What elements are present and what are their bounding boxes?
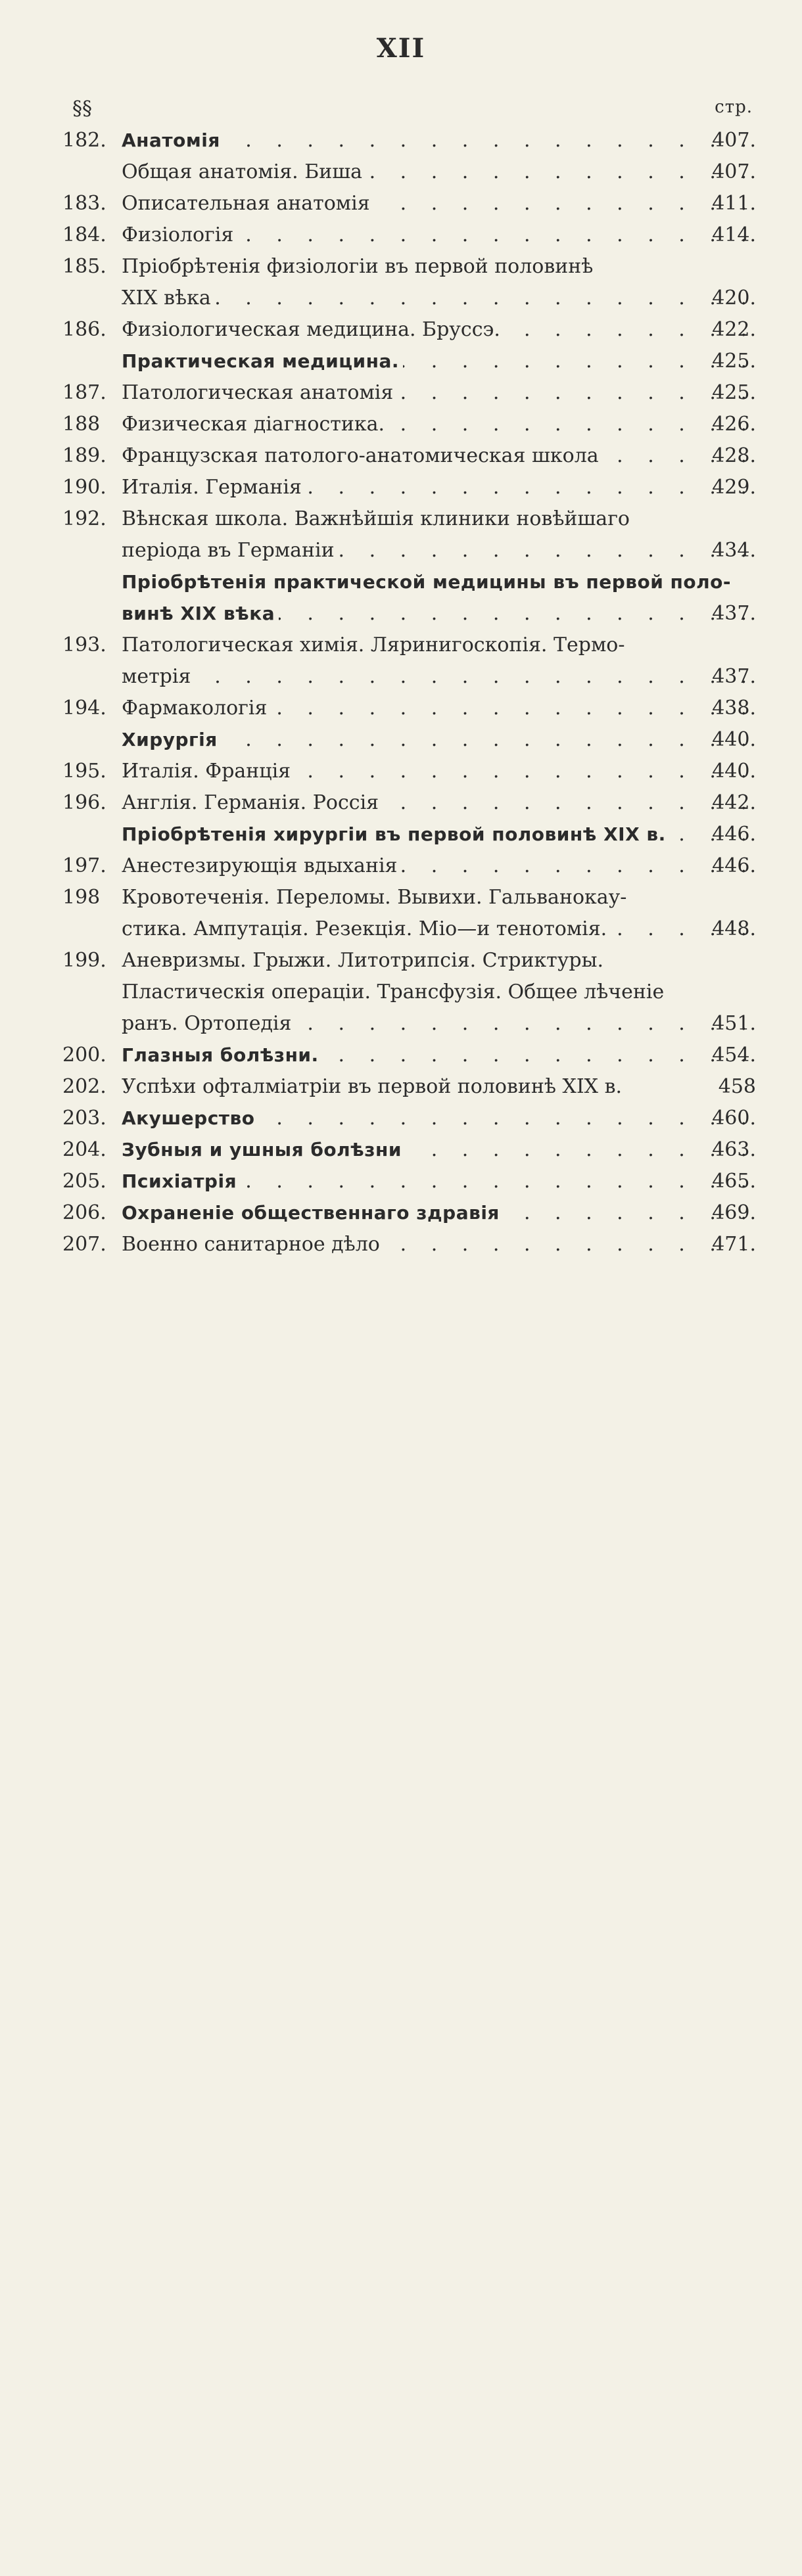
- page-reference: 440.: [712, 728, 756, 751]
- entry-title-text: винѣ XIX вѣка: [122, 603, 279, 624]
- page-reference: 469.: [712, 1201, 756, 1224]
- page-reference: 454.: [712, 1044, 756, 1067]
- section-number: 182.: [62, 129, 106, 152]
- entry-title-text: Аневризмы. Грыжи. Литотрипсія. Стриктуры.: [122, 949, 607, 972]
- toc-header: [72, 97, 753, 124]
- toc-entry: [0, 377, 802, 409]
- page-number: XII: [376, 33, 426, 64]
- page-reference: 425.: [712, 350, 756, 373]
- toc-entry: [0, 156, 802, 188]
- page-reference: 437.: [712, 602, 756, 625]
- page-reference: 460.: [712, 1107, 756, 1130]
- entry-title-text: Патологическая анатомія: [122, 381, 397, 404]
- entry-title: [122, 1040, 751, 1071]
- section-number: 203.: [62, 1107, 106, 1130]
- toc-entry: [0, 661, 802, 693]
- section-number: 183.: [62, 192, 106, 215]
- section-number: 188: [62, 413, 101, 436]
- toc-entry: [0, 819, 802, 850]
- entry-title: [122, 661, 751, 693]
- page-reference: 434.: [712, 539, 756, 562]
- toc-entry: [0, 125, 802, 156]
- entry-title: [122, 1103, 751, 1134]
- section-number: 207.: [62, 1233, 106, 1256]
- section-number: 189.: [62, 444, 106, 467]
- entry-title-text: Англія. Германія. Россія: [122, 791, 383, 814]
- toc-entry: [0, 756, 802, 787]
- toc-entry: [0, 693, 802, 724]
- page-reference: 448.: [712, 917, 756, 940]
- toc-entry: [0, 1166, 802, 1197]
- section-number: 198: [62, 886, 101, 909]
- entry-title-text: Анестезирующія вдыханія: [122, 854, 401, 877]
- toc-entry: [0, 314, 802, 346]
- section-number: 200.: [62, 1044, 106, 1067]
- entry-title-text: Физіологическая медицина. Бруссэ.: [122, 318, 504, 341]
- entry-title: [122, 251, 751, 283]
- entry-title: [122, 598, 751, 630]
- entry-title-text: Глазныя болѣзни.: [122, 1044, 323, 1066]
- page-reference: 463.: [712, 1138, 756, 1161]
- entry-title: [122, 283, 751, 314]
- toc-entry: [0, 1197, 802, 1229]
- toc-entry: [0, 630, 802, 661]
- page-reference: 465.: [712, 1170, 756, 1193]
- entry-title: [122, 535, 751, 566]
- entry-title-text: Пріобрѣтенія практической медицины въ первой поло-: [122, 571, 735, 593]
- entry-title-text: XIX вѣка: [122, 287, 215, 310]
- page-reference: 425.: [712, 381, 756, 404]
- toc-entry: [0, 850, 802, 882]
- entry-title-text: ранъ. Ортопедія: [122, 1012, 295, 1035]
- page-reference: 429.: [712, 476, 756, 499]
- section-number: 199.: [62, 949, 106, 972]
- section-number: 185.: [62, 255, 106, 278]
- toc-entry: [0, 945, 802, 977]
- toc-entry: [0, 283, 802, 314]
- entry-title-text: Практическая медицина.: [122, 350, 403, 372]
- entry-title-text: Военно санитарное дѣло: [122, 1233, 384, 1256]
- entry-title-text: Пластическія операціи. Трансфузія. Общее лѣченіе: [122, 980, 668, 1003]
- section-number: 206.: [62, 1201, 106, 1224]
- section-number: 186.: [62, 318, 106, 341]
- toc-entry: [0, 409, 802, 440]
- entry-title: [122, 377, 751, 409]
- entry-title-text: Хирургія: [122, 729, 222, 750]
- section-number: 204.: [62, 1138, 106, 1161]
- entry-title: [122, 503, 751, 535]
- section-number: 205.: [62, 1170, 106, 1193]
- page-reference: 438.: [712, 697, 756, 720]
- section-number: 190.: [62, 476, 106, 499]
- section-number: 194.: [62, 697, 106, 720]
- toc-entry: [0, 787, 802, 819]
- page-reference: 446.: [712, 823, 756, 846]
- page-reference: 422.: [712, 318, 756, 341]
- toc-entry: [0, 913, 802, 945]
- page-reference: 458: [718, 1075, 756, 1098]
- page-reference: 440.: [712, 760, 756, 783]
- entry-title: [122, 156, 751, 188]
- toc-entry: [0, 440, 802, 472]
- entry-title: [122, 819, 751, 850]
- entry-title: [122, 977, 751, 1008]
- entry-title: [122, 125, 751, 156]
- entry-title-text: Зубныя и ушныя болѣзни: [122, 1139, 406, 1161]
- entry-title: [122, 219, 751, 251]
- toc-entry: [0, 1040, 802, 1071]
- entry-title-text: Физіологія: [122, 223, 237, 246]
- entry-title-text: метрія: [122, 665, 195, 688]
- entry-title-text: Пріобрѣтенія физіологіи въ первой половинѣ: [122, 255, 597, 278]
- section-number: 184.: [62, 223, 106, 246]
- entry-title: [122, 346, 751, 377]
- page-reference: 428.: [712, 444, 756, 467]
- section-number: 202.: [62, 1075, 106, 1098]
- entry-title: [122, 1071, 751, 1103]
- entry-title: [122, 850, 751, 882]
- section-number: 197.: [62, 854, 106, 877]
- page-label: стр.: [715, 97, 753, 117]
- toc-entry: [0, 188, 802, 219]
- toc-entry: [0, 503, 802, 535]
- entry-title: [122, 1166, 751, 1197]
- entry-title-text: періода въ Германіи: [122, 539, 339, 562]
- entry-title-text: Акушерство: [122, 1107, 258, 1129]
- entry-title-text: Описательная анатомія: [122, 192, 374, 215]
- entry-title: [122, 630, 751, 661]
- toc-entry: [0, 346, 802, 377]
- entry-title: [122, 440, 751, 472]
- entry-title-text: Вѣнская школа. Важнѣйшія клиники новѣйшаго: [122, 507, 634, 530]
- entry-title-text: Французская патолого-анатомическая школа: [122, 444, 603, 467]
- entry-title: [122, 1134, 751, 1166]
- entry-title-text: Психіатрія: [122, 1170, 241, 1192]
- toc-entry: [0, 472, 802, 503]
- section-number: 196.: [62, 791, 106, 814]
- entry-title: [122, 409, 751, 440]
- entry-title-text: Фармакологія: [122, 697, 271, 720]
- page-reference: 411.: [712, 192, 756, 215]
- toc-entry: [0, 1134, 802, 1166]
- page-reference: 407.: [712, 160, 756, 183]
- entry-title: [122, 1229, 751, 1260]
- page-reference: 414.: [712, 223, 756, 246]
- toc-entry: [0, 977, 802, 1008]
- entry-title-text: Анатомія: [122, 129, 224, 151]
- section-symbol: §§: [72, 97, 92, 120]
- page-reference: 451.: [712, 1012, 756, 1035]
- entry-title: [122, 188, 751, 219]
- toc-entry: [0, 219, 802, 251]
- entry-title: [122, 566, 751, 598]
- entry-title-text: Успѣхи офталміатріи въ первой половинѣ XIX в.: [122, 1075, 626, 1098]
- entry-title-text: Охраненіе общественнаго здравія: [122, 1202, 504, 1224]
- page-reference: 407.: [712, 129, 756, 152]
- page-reference: 446.: [712, 854, 756, 877]
- page-reference: 437.: [712, 665, 756, 688]
- table-of-contents: [0, 125, 802, 1260]
- entry-title: [122, 913, 751, 945]
- toc-entry: [0, 1071, 802, 1103]
- entry-title: [122, 1197, 751, 1229]
- toc-entry: [0, 251, 802, 283]
- page-reference: 426.: [712, 413, 756, 436]
- toc-entry: [0, 724, 802, 756]
- entry-title: [122, 472, 751, 503]
- entry-title: [122, 945, 751, 977]
- entry-title-text: Пріобрѣтенія хирургіи въ первой половинѣ XIX в.: [122, 823, 670, 845]
- toc-entry: [0, 1008, 802, 1040]
- page-reference: 471.: [712, 1233, 756, 1256]
- entry-title: [122, 787, 751, 819]
- entry-title: [122, 314, 751, 346]
- section-number: 192.: [62, 507, 106, 530]
- page-reference: 442.: [712, 791, 756, 814]
- toc-entry: [0, 535, 802, 566]
- entry-title-text: Общая анатомія. Биша: [122, 160, 366, 183]
- section-number: 193.: [62, 633, 106, 656]
- entry-title: [122, 693, 751, 724]
- toc-entry: [0, 1103, 802, 1134]
- entry-title-text: стика. Ампутація. Резекція. Міо—и тенотомія.: [122, 917, 611, 940]
- toc-entry: [0, 566, 802, 598]
- entry-title: [122, 882, 751, 913]
- entry-title-text: Кровотеченія. Переломы. Вывихи. Гальванокау-: [122, 886, 630, 909]
- entry-title: [122, 756, 751, 787]
- section-number: 187.: [62, 381, 106, 404]
- entry-title: [122, 724, 751, 756]
- toc-entry: [0, 1229, 802, 1260]
- entry-title-text: Физическая діагностика.: [122, 413, 389, 436]
- toc-entry: [0, 882, 802, 913]
- section-number: 195.: [62, 760, 106, 783]
- entry-title-text: Патологическая химія. Ляринигоскопія. Термо-: [122, 633, 629, 656]
- entry-title: [122, 1008, 751, 1040]
- entry-title-text: Италія. Франція: [122, 760, 295, 783]
- toc-entry: [0, 598, 802, 630]
- page-reference: 420.: [712, 287, 756, 310]
- entry-title-text: Италія. Германія: [122, 476, 306, 499]
